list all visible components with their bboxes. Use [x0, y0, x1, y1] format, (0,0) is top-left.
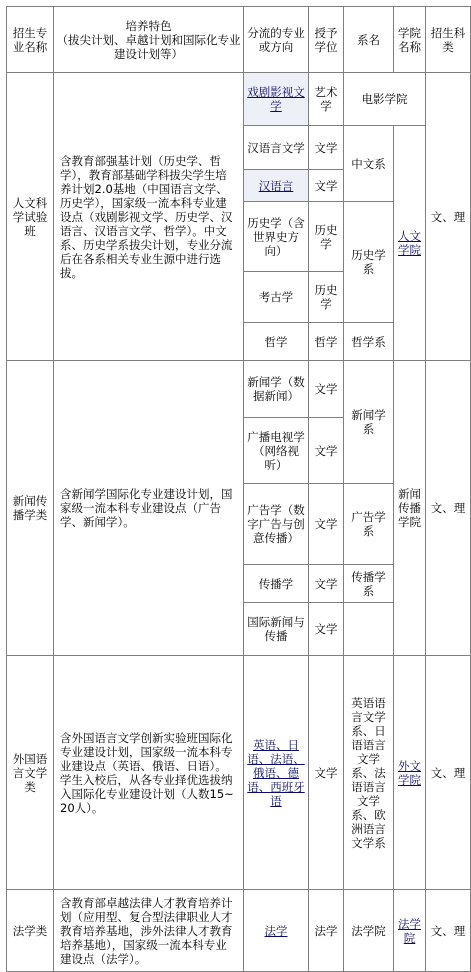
degree-text: 法学	[314, 923, 338, 938]
direction-cell	[243, 602, 309, 656]
department-cell	[343, 483, 394, 565]
direction-cell	[243, 201, 309, 272]
degree-text: 文学	[314, 382, 338, 396]
header-major-text: 招生专业名称	[12, 25, 48, 54]
header-degree	[308, 6, 344, 73]
group-features	[53, 655, 244, 890]
degree-cell	[308, 483, 344, 565]
direction-cell[interactable]	[243, 169, 309, 202]
subject-text: 文、理	[430, 923, 466, 938]
group-features-text: 含新闻学国际化专业建设计划，国家级一流本科专业建设点（广告学、新闻学）。	[60, 487, 233, 529]
direction-cell[interactable]	[243, 72, 309, 126]
department-cell-empty	[343, 602, 394, 656]
college-link[interactable]: 外文学院	[398, 758, 421, 787]
college-link[interactable]: 人文学院	[398, 229, 421, 257]
header-college-text: 学院名称	[398, 25, 421, 54]
direction-cell	[243, 125, 309, 170]
degree-cell	[308, 125, 344, 170]
department-text: 电影学院	[361, 92, 408, 106]
header-department	[343, 6, 394, 73]
degree-cell	[308, 271, 344, 323]
degree-text: 文学	[314, 517, 338, 531]
direction-cell[interactable]	[243, 655, 309, 890]
degree-text: 文学	[314, 178, 338, 193]
direction-text: 哲学	[264, 334, 288, 349]
department-cell	[343, 564, 394, 603]
direction-cell	[243, 360, 309, 418]
department-cell	[343, 201, 394, 323]
degree-text: 文学	[314, 765, 338, 780]
header-college	[393, 6, 426, 73]
group-major	[6, 655, 54, 890]
group-major-text: 人文科学试验班	[12, 195, 48, 238]
department-text: 传播学系	[351, 569, 386, 598]
degree-text: 文学	[314, 576, 338, 591]
group-features-text: 含教育部强基计划（历史学、哲学），教育部基础学科拔尖学生培养计划2.0基地（中国语言文学、历史学），国家级一流本科专业建设点（戏剧影视文学、历史学、汉语言、汉语言文学、哲学）。中文系、历史学系拔尖计划，专业分流后在各系相关专业生源中进行选拔。	[60, 153, 233, 280]
degree-cell	[308, 889, 344, 972]
degree-text: 历史学	[314, 222, 338, 251]
group-major-text: 新闻传播学类	[12, 494, 48, 522]
header-degree-text: 授予学位	[314, 25, 338, 54]
direction-text: 国际新闻与传播	[247, 615, 305, 643]
header-direction-text: 分流的专业或方向	[247, 25, 305, 54]
direction-text: 考古学	[258, 290, 294, 304]
degree-text: 哲学	[314, 334, 338, 349]
subject-text: 文、理	[430, 209, 466, 224]
direction-link[interactable]: 英语、日语、法语、俄语、德语、西班牙语	[247, 737, 305, 808]
direction-cell	[243, 417, 309, 484]
subject-cell	[425, 655, 471, 890]
group-major	[6, 889, 54, 972]
department-cell	[343, 655, 394, 890]
department-text: 法学院	[351, 923, 386, 938]
header-subject	[425, 6, 471, 73]
degree-text: 艺术学	[314, 85, 338, 113]
direction-link[interactable]: 戏剧影视文学	[247, 85, 305, 113]
degree-text: 文学	[314, 140, 338, 155]
direction-cell[interactable]	[243, 889, 309, 972]
department-cell	[343, 360, 394, 484]
direction-text: 传播学	[258, 576, 294, 591]
group-major-text: 法学类	[12, 923, 48, 938]
direction-cell	[243, 564, 309, 603]
direction-text: 广播电视学（网络视听）	[247, 429, 305, 472]
degree-cell	[308, 322, 344, 361]
subject-text: 文、理	[430, 765, 466, 780]
degree-cell	[308, 417, 344, 484]
subject-text: 文、理	[430, 501, 466, 515]
degree-cell	[308, 564, 344, 603]
header-major	[6, 6, 54, 73]
group-features-text: 含外国语言文学创新实验班国际化专业建设计划，国家级一流本科专业建设点（英语、俄语、日语）。学生入校后，从各专业择优选拔纳入国际化专业建设计划（人数15~20人）。	[60, 730, 234, 815]
department-text: 英语语言文学系、日语语言文学系、法语语言文学系、欧洲语言文学系	[351, 695, 386, 850]
header-features-text: 培养特色 （拔尖计划、卓越计划和国际化专业建设计划等）	[56, 18, 241, 61]
degree-cell	[308, 655, 344, 890]
direction-cell[interactable]	[243, 483, 309, 565]
direction-text: 新闻学（数据新闻）	[247, 375, 305, 403]
degree-text: 历史学	[314, 283, 338, 311]
group-features-text: 含教育部卓越法律人才教育培养计划（应用型、复合型法律职业人才教育培养基地，涉外法律人才教育培养基地），国家级一流本科专业建设点（法学）。	[60, 895, 233, 966]
department-text: 哲学系	[351, 334, 386, 349]
college-cell[interactable]	[393, 655, 426, 890]
group-major	[6, 360, 54, 656]
group-features	[53, 889, 244, 972]
direction-cell	[243, 271, 309, 323]
degree-cell	[308, 72, 344, 126]
degree-cell	[308, 201, 344, 272]
group-features	[53, 360, 244, 656]
college-cell[interactable]	[393, 889, 426, 972]
group-major-text: 外国语言文学类	[12, 751, 48, 794]
subject-cell	[425, 72, 471, 361]
degree-text: 文学	[314, 622, 338, 636]
department-cell	[343, 125, 394, 202]
header-features	[53, 6, 244, 73]
college-cell	[393, 360, 426, 656]
degree-text: 文学	[314, 443, 338, 458]
direction-link[interactable]: 汉语言	[258, 178, 294, 193]
subject-cell	[425, 889, 471, 972]
direction-text: 历史学（含世界史方向）	[247, 215, 305, 258]
department-text: 广告学系	[351, 510, 386, 538]
department-cell	[343, 322, 394, 361]
header-direction	[243, 6, 309, 73]
group-major	[6, 72, 54, 361]
college-link[interactable]: 法学院	[398, 916, 421, 945]
degree-cell	[308, 360, 344, 418]
degree-cell	[308, 602, 344, 656]
department-text: 中文系	[351, 156, 386, 171]
college-cell[interactable]	[393, 125, 426, 361]
department-text: 历史学系	[351, 248, 386, 276]
college-text: 新闻传播学院	[398, 487, 421, 529]
direction-text: 汉语言文学	[247, 140, 305, 155]
department-cell	[343, 889, 394, 972]
header-subject-text: 招生科类	[430, 25, 466, 54]
subject-cell	[425, 360, 471, 656]
group-features	[53, 72, 244, 361]
header-department-text: 系名	[357, 32, 380, 47]
department-cell	[343, 72, 426, 126]
direction-cell	[243, 322, 309, 361]
direction-link[interactable]: 法学	[264, 923, 288, 938]
department-text: 新闻学系	[351, 408, 386, 436]
admissions-table	[3, 3, 468, 969]
direction-link[interactable]: 广告学（数字广告与创意传播）	[247, 503, 305, 545]
degree-cell	[308, 169, 344, 202]
